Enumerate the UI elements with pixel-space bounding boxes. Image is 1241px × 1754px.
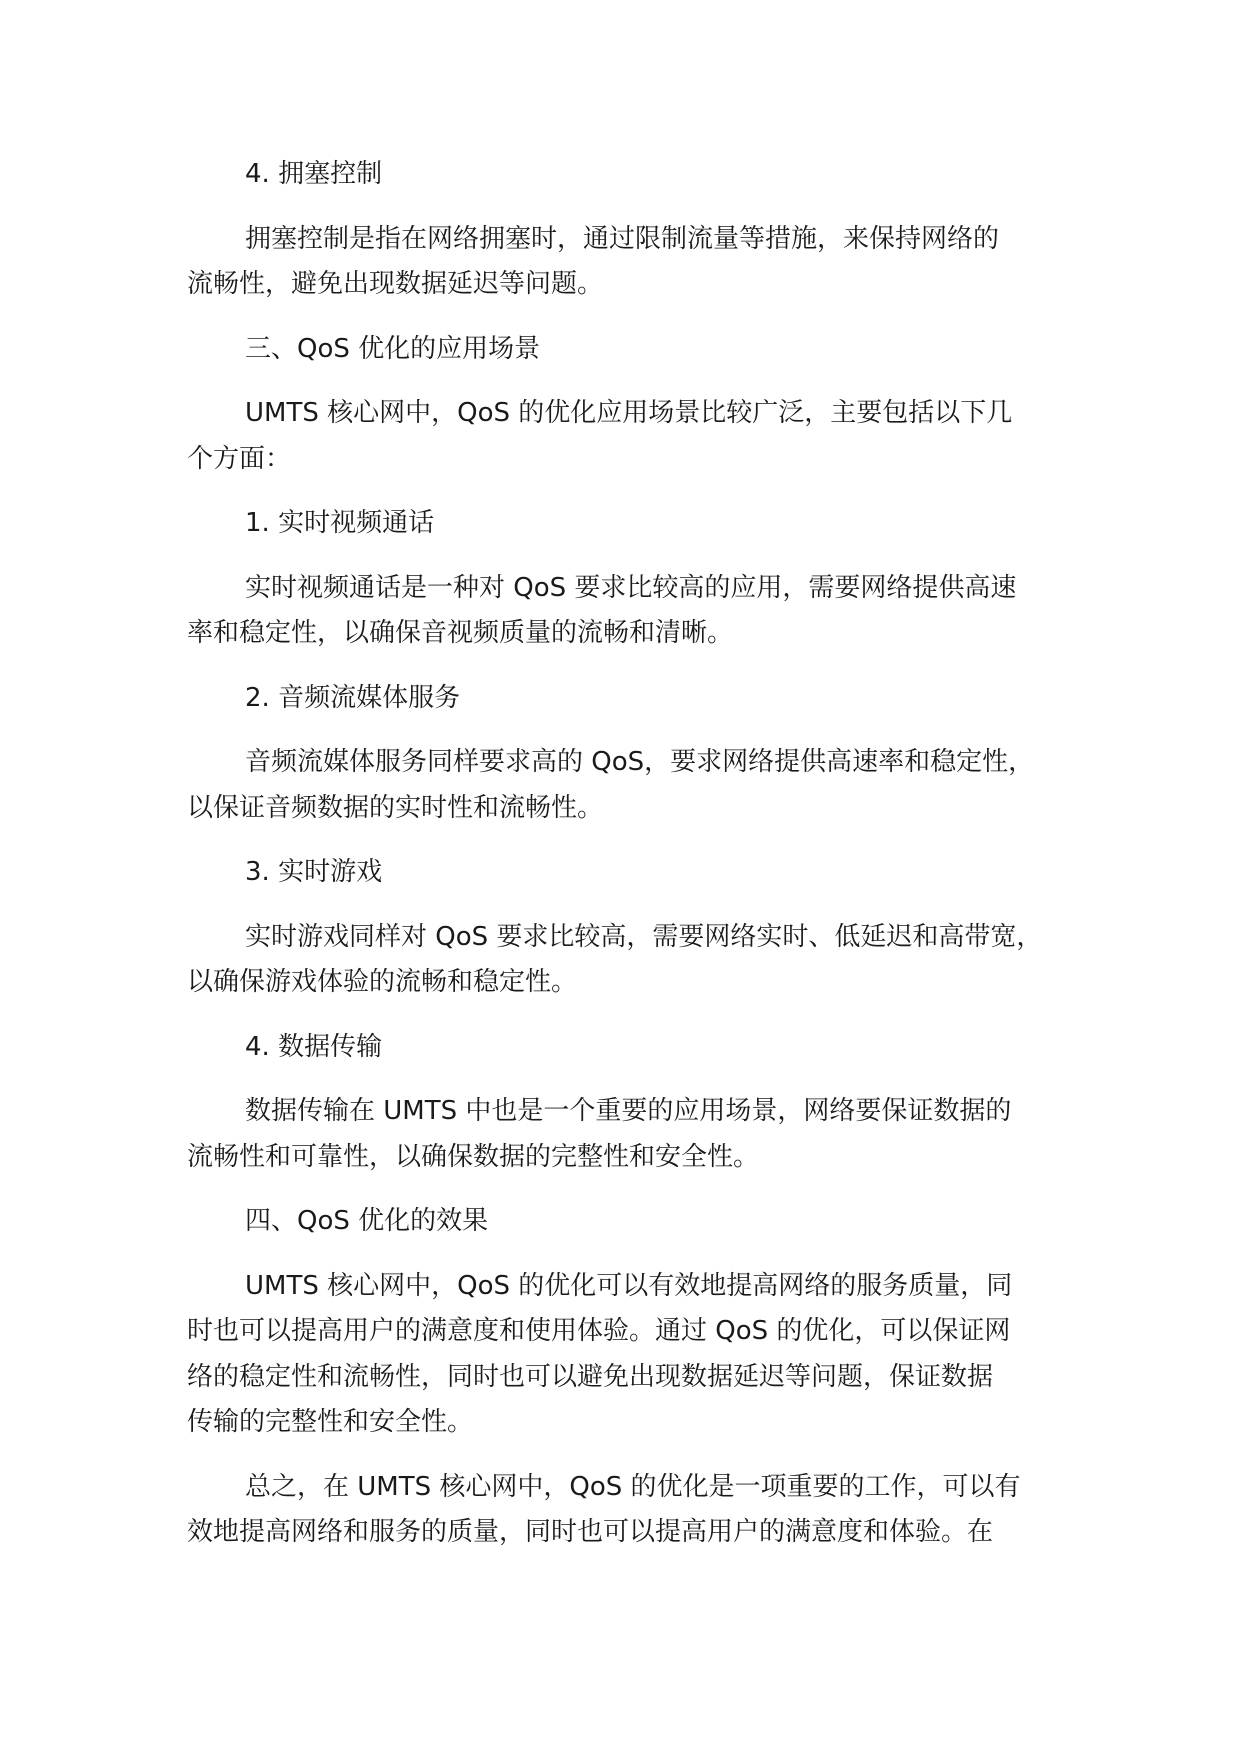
text-line: 2. 音频流媒体服务 — [245, 682, 461, 713]
text-line: 4. 数据传输 — [245, 1031, 383, 1062]
text-line: 三、QoS 优化的应用场景 — [245, 333, 541, 364]
text-line: 1. 实时视频通话 — [245, 508, 435, 538]
text-line: 4. 拥塞控制 — [245, 159, 383, 189]
body-paragraph — [187, 217, 1087, 308]
body-paragraph — [187, 391, 1087, 482]
text-line: 以保证音频数据的实时性和流畅性。 — [187, 792, 604, 823]
text-line: 效地提高网络和服务的质量，同时也可以提高用户的满意度和体验。在 — [187, 1517, 994, 1547]
text-line: 实时视频通话是一种对 QoS 要求比较高的应用，需要网络提供高速 — [245, 572, 1017, 603]
text-line: UMTS 核心网中，QoS 的优化可以有效地提高网络的服务质量，同 — [245, 1270, 1013, 1301]
document-page — [187, 152, 1087, 1575]
section-heading — [187, 1199, 1087, 1245]
text-line: 以确保游戏体验的流畅和稳定性。 — [187, 967, 578, 997]
text-line: 拥塞控制是指在网络拥塞时，通过限制流量等措施，来保持网络的 — [245, 223, 1000, 254]
text-line: UMTS 核心网中，QoS 的优化应用场景比较广泛，主要包括以下几 — [245, 398, 1013, 428]
text-line: 实时游戏同样对 QoS 要求比较高，需要网络实时、低延迟和高带宽， — [245, 921, 1043, 952]
section-heading — [187, 327, 1087, 373]
body-paragraph — [187, 1465, 1087, 1556]
text-line: 四、QoS 优化的效果 — [245, 1206, 489, 1236]
text-line: 总之，在 UMTS 核心网中，QoS 的优化是一项重要的工作，可以有 — [245, 1471, 1021, 1502]
text-line: 时也可以提高用户的满意度和使用体验。通过 QoS 的优化，可以保证网 — [187, 1316, 1011, 1346]
section-heading — [187, 676, 1087, 722]
section-heading — [187, 850, 1087, 896]
text-line: 音频流媒体服务同样要求高的 QoS，要求网络提供高速率和稳定性， — [245, 747, 1035, 777]
body-paragraph — [187, 1264, 1087, 1446]
section-heading — [187, 1025, 1087, 1071]
text-line: 流畅性和可靠性，以确保数据的完整性和安全性。 — [187, 1141, 760, 1172]
body-paragraph — [187, 915, 1087, 1006]
text-line: 传输的完整性和安全性。 — [187, 1407, 474, 1437]
text-line: 流畅性，避免出现数据延迟等问题。 — [187, 269, 604, 299]
text-line: 3. 实时游戏 — [245, 857, 383, 887]
section-heading — [187, 152, 1087, 198]
text-line: 络的稳定性和流畅性，同时也可以避免出现数据延迟等问题，保证数据 — [187, 1361, 994, 1392]
body-paragraph — [187, 1089, 1087, 1180]
body-paragraph — [187, 566, 1087, 657]
body-paragraph — [187, 740, 1087, 831]
text-line: 个方面： — [187, 443, 292, 474]
text-line: 数据传输在 UMTS 中也是一个重要的应用场景，网络要保证数据的 — [245, 1096, 1012, 1126]
section-heading — [187, 501, 1087, 547]
text-line: 率和稳定性，以确保音视频质量的流畅和清晰。 — [187, 618, 734, 648]
